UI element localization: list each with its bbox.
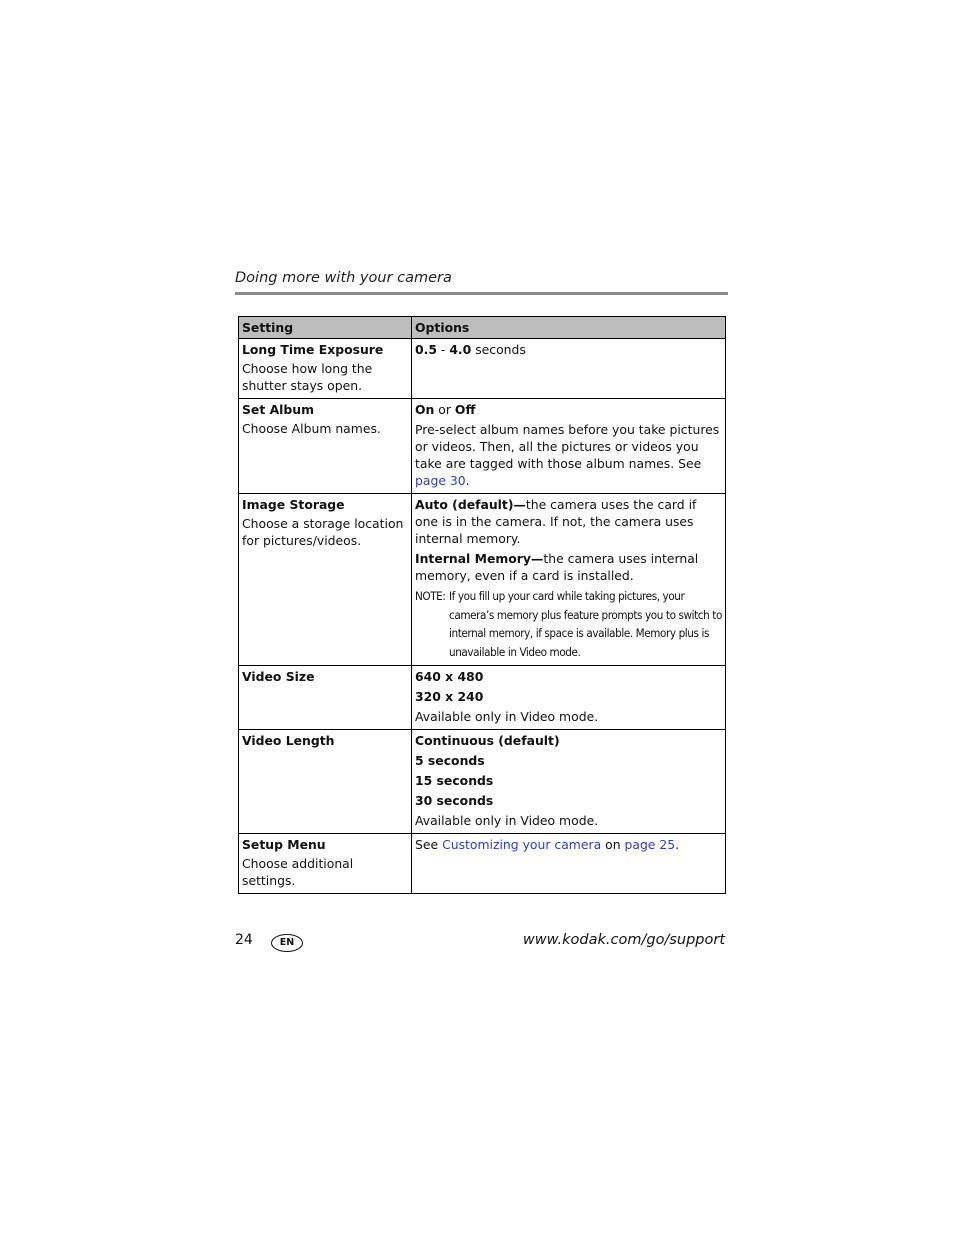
option-15-seconds: 15 seconds <box>415 773 494 788</box>
option-auto-label: Auto (default)— <box>415 497 526 512</box>
customizing-camera-link[interactable]: Customizing your camera <box>442 837 602 852</box>
option-separator: - <box>436 342 450 357</box>
column-header-setting: Setting <box>239 317 412 339</box>
option-30-seconds: 30 seconds <box>415 793 494 808</box>
table-row <box>239 339 726 399</box>
option-off: Off <box>454 402 476 417</box>
setting-cell <box>239 494 412 666</box>
table-row <box>239 399 726 494</box>
availability-note: Available only in Video mode. <box>415 709 599 724</box>
table-row <box>239 730 726 834</box>
option-auto-text: the camera uses the card if one is in the camera. If not, the camera uses internal memory. <box>415 497 697 546</box>
option-on: on <box>601 837 625 852</box>
column-header-options: Options <box>412 317 726 339</box>
setting-name: Image Storage <box>242 497 345 512</box>
table-header-row <box>239 317 726 339</box>
options-cell <box>412 339 726 399</box>
options-cell <box>412 494 726 666</box>
setting-name: Video Length <box>242 733 335 748</box>
note-label: NOTE: <box>415 589 446 603</box>
setting-cell <box>239 666 412 730</box>
setting-name: Long Time Exposure <box>242 342 384 357</box>
settings-table <box>238 316 726 894</box>
setting-cell <box>239 339 412 399</box>
setting-description: Choose Album names. <box>242 421 381 436</box>
page-25-link[interactable]: page 25 <box>624 837 676 852</box>
language-badge: EN <box>271 934 303 952</box>
option-unit: seconds <box>471 342 526 357</box>
note-text: If you fill up your card while taking pictures, your camera’s memory plus feature prompts you to switch to internal memory, if space is available. Memory plus is unavailable in Video mode. <box>449 589 722 659</box>
setting-cell <box>239 834 412 894</box>
setting-cell <box>239 730 412 834</box>
setting-name: Video Size <box>242 669 315 684</box>
option-on: On <box>415 402 435 417</box>
option-min: 0.5 <box>415 342 437 357</box>
options-cell <box>412 399 726 494</box>
option-internal-text: the camera uses internal memory, even if a card is installed. <box>415 551 699 583</box>
table-row <box>239 834 726 894</box>
availability-note: Available only in Video mode. <box>415 813 599 828</box>
option-or: or <box>434 402 455 417</box>
option-description: Pre-select album names before you take pictures or videos. Then, all the pictures or videos you take are tagged with those album names. See <box>415 422 720 471</box>
setting-name: Setup Menu <box>242 837 326 852</box>
options-cell <box>412 834 726 894</box>
options-cell <box>412 666 726 730</box>
support-url: www.kodak.com/go/support <box>522 932 725 948</box>
page-number: 24 <box>235 932 253 948</box>
page-30-link[interactable]: page 30 <box>415 473 466 488</box>
option-internal-label: Internal Memory— <box>415 551 544 566</box>
option-continuous: Continuous (default) <box>415 733 560 748</box>
table-row <box>239 494 726 666</box>
setting-description: Choose a storage location for pictures/videos. <box>242 516 404 548</box>
option-end: . <box>675 837 680 852</box>
option-5-seconds: 5 seconds <box>415 753 485 768</box>
setting-name: Set Album <box>242 402 315 417</box>
note-block <box>415 587 722 661</box>
option-320x240: 320 x 240 <box>415 689 484 704</box>
setting-description: Choose additional settings. <box>242 856 354 888</box>
option-640x480: 640 x 480 <box>415 669 484 684</box>
option-max: 4.0 <box>449 342 472 357</box>
setting-description: Choose how long the shutter stays open. <box>242 361 373 393</box>
table-row <box>239 666 726 730</box>
page-header-title: Doing more with your camera <box>235 270 452 286</box>
options-cell <box>412 730 726 834</box>
setting-cell <box>239 399 412 494</box>
option-end: . <box>465 473 470 488</box>
option-see: See <box>415 837 443 852</box>
header-rule <box>235 292 728 295</box>
